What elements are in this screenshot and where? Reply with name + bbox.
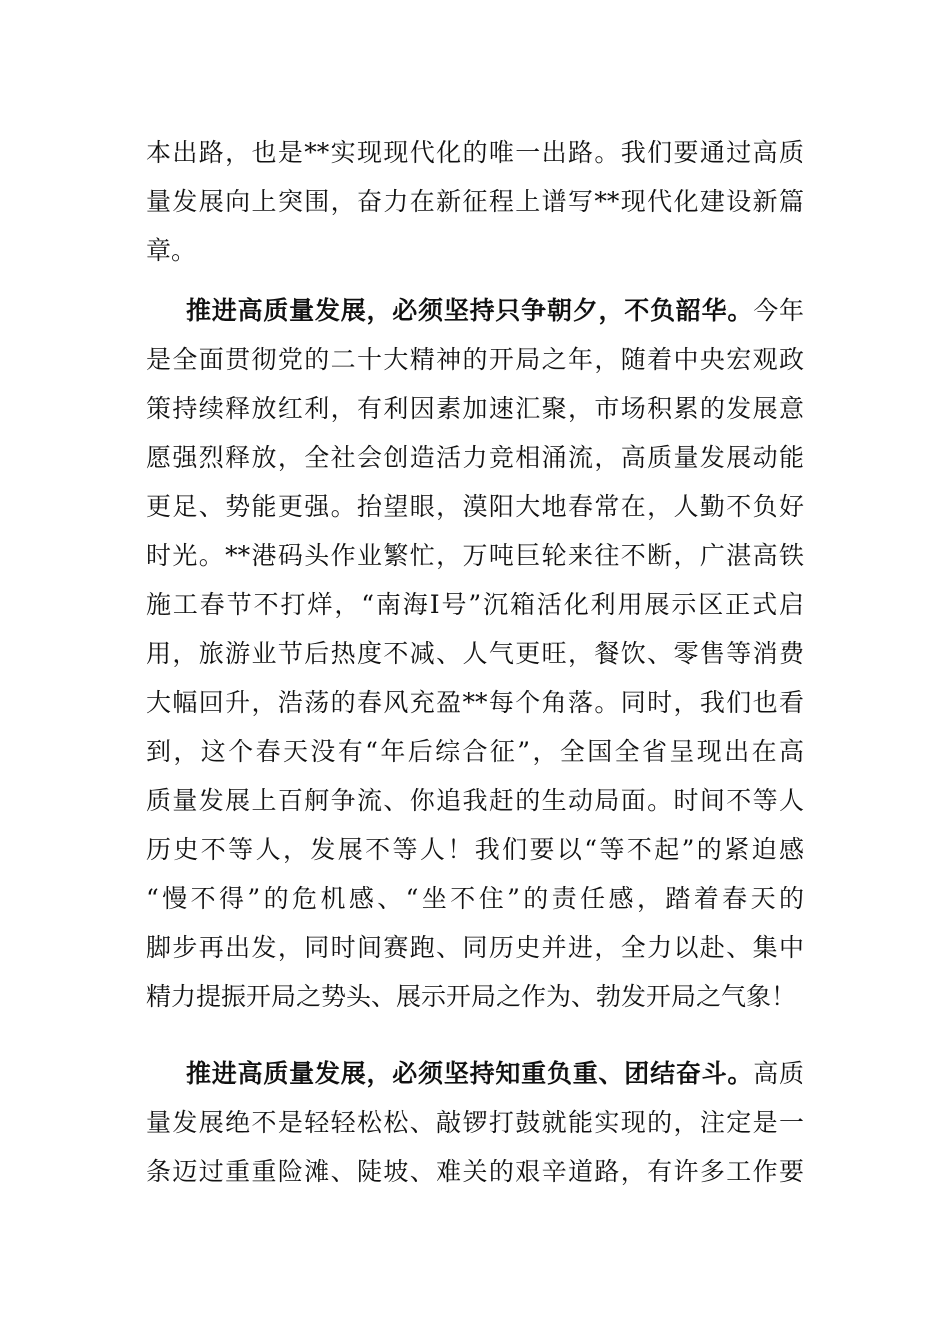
body-text-line: 条迈过重重险滩、陡坡、难关的艰辛道路，有许多工作要 xyxy=(146,1157,804,1186)
body-text-line: 章。 xyxy=(146,236,197,265)
body-text-line: 更足、势能更强。抬望眼，漠阳大地春常在，人勤不负好 xyxy=(146,492,804,521)
body-text-line: “慢不得”的危机感、“坐不住”的责任感，踏着春天的 xyxy=(146,884,804,913)
paragraph-first-line xyxy=(186,1057,804,1091)
body-text-line: 量发展向上突围，奋力在新征程上谱写**现代化建设新篇 xyxy=(146,187,804,216)
body-text-line: 大幅回升，浩荡的春风充盈**每个角落。同时，我们也看 xyxy=(146,688,804,717)
body-text-line: 策持续释放红利，有利因素加速汇聚，市场积累的发展意 xyxy=(146,394,804,423)
body-text-line: 到，这个春天没有“年后综合征”，全国全省呈现出在高 xyxy=(146,737,804,766)
body-text-span: 高质 xyxy=(753,1059,804,1088)
body-text-line: 本出路，也是**实现现代化的唯一出路。我们要通过高质 xyxy=(146,138,804,167)
paragraph-heading: 推进高质量发展，必须坚持只争朝夕，不负韶华。 xyxy=(186,296,754,325)
body-text-line: 脚步再出发，同时间赛跑、同历史并进，全力以赴、集中 xyxy=(146,933,804,962)
body-text-line: 愿强烈释放，全社会创造活力竞相涌流，高质量发展动能 xyxy=(146,443,804,472)
body-text-line: 时光。**港码头作业繁忙，万吨巨轮来往不断，广湛高铁 xyxy=(146,541,804,570)
body-text-line: 是全面贯彻党的二十大精神的开局之年，随着中央宏观政 xyxy=(146,345,804,374)
paragraph-first-line xyxy=(186,294,804,328)
body-text-line: 用，旅游业节后热度不减、人气更旺，餐饮、零售等消费 xyxy=(146,639,804,668)
body-text-line: 历史不等人，发展不等人！我们要以“等不起”的紧迫感 xyxy=(146,835,804,864)
body-text-line: 精力提振开局之势头、展示开局之作为、勃发开局之气象！ xyxy=(146,982,797,1011)
body-text-line: 施工春节不打烊，“南海Ⅰ号”沉箱活化利用展示区正式启 xyxy=(146,590,804,619)
paragraph-heading: 推进高质量发展，必须坚持知重负重、团结奋斗。 xyxy=(186,1059,754,1088)
body-text-line: 质量发展上百舸争流、你追我赶的生动局面。时间不等人 xyxy=(146,786,804,815)
body-text-line: 量发展绝不是轻轻松松、敲锣打鼓就能实现的，注定是一 xyxy=(146,1108,804,1137)
body-text-span: 今年 xyxy=(753,296,804,325)
